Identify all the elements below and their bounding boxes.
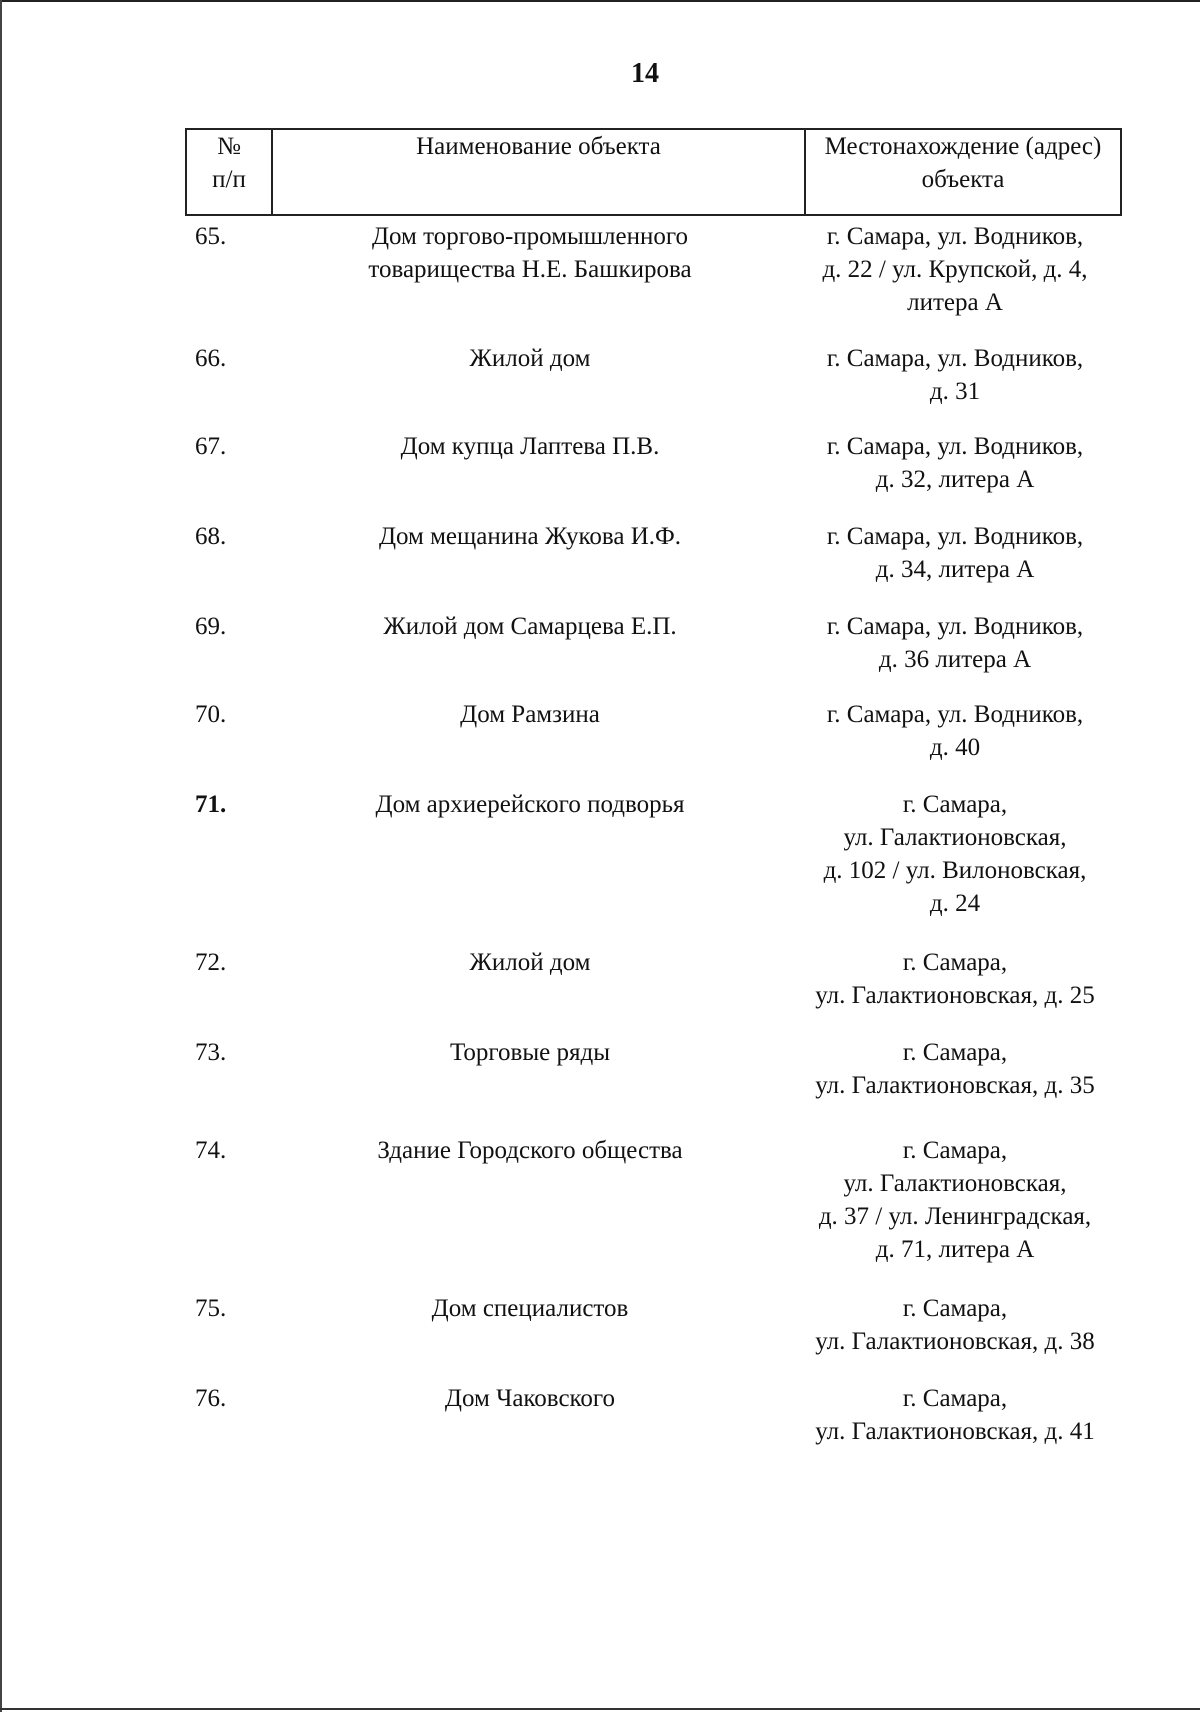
object-address — [780, 946, 1130, 1012]
object-address-line: ул. Галактионовская, д. 25 — [815, 982, 1095, 1009]
object-address-line: д. 24 — [929, 890, 981, 917]
object-address-line: ул. Галактионовская, д. 35 — [815, 1072, 1095, 1099]
object-address-line: д. 36 литера А — [878, 646, 1032, 673]
object-address — [780, 520, 1130, 586]
object-name-line: Дом купца Лаптева П.В. — [400, 433, 660, 460]
object-address-line: литера А — [907, 289, 1003, 316]
object-name-line: Жилой дом — [469, 949, 591, 976]
object-name — [290, 610, 770, 643]
object-address — [780, 788, 1130, 920]
object-address — [780, 430, 1130, 496]
row-number: 67. — [195, 433, 227, 460]
object-name — [290, 1292, 770, 1325]
object-address-line: г. Самара, ул. Водников, — [826, 223, 1084, 250]
object-address-line: ул. Галактионовская, — [843, 824, 1067, 851]
row-number: 66. — [195, 345, 227, 372]
object-address-line: д. 102 / ул. Вилоновская, — [823, 857, 1087, 884]
object-name-line: Дом мещанина Жукова И.Ф. — [378, 523, 682, 550]
object-name — [290, 1036, 770, 1069]
object-address-line: д. 34, литера А — [875, 556, 1035, 583]
object-address — [780, 1134, 1130, 1266]
object-address-line: г. Самара, — [902, 1385, 1008, 1412]
object-address-line: ул. Галактионовская, д. 41 — [815, 1418, 1095, 1445]
object-name — [290, 430, 770, 463]
object-name-line: Жилой дом — [469, 345, 591, 372]
object-name-line: Дом архиерейского подворья — [375, 791, 685, 818]
header-address-line2: объекта — [921, 166, 1005, 193]
object-address-line: г. Самара, — [902, 1295, 1008, 1322]
object-address — [780, 1036, 1130, 1102]
header-address-line1: Местонахождение (адрес) — [824, 133, 1102, 160]
object-name — [290, 220, 770, 286]
object-address-line: г. Самара, — [902, 791, 1008, 818]
object-name-line: товарищества Н.Е. Башкирова — [368, 256, 692, 283]
row-number: 73. — [195, 1039, 227, 1066]
header-number-line1: № — [217, 133, 241, 160]
object-address-line: ул. Галактионовская, д. 38 — [815, 1328, 1095, 1355]
object-name-line: Дом торгово-промышленного — [371, 223, 689, 250]
object-address-line: д. 31 — [929, 378, 981, 405]
object-address-line: г. Самара, ул. Водников, — [826, 701, 1084, 728]
object-address-line: г. Самара, ул. Водников, — [826, 523, 1084, 550]
object-address-line: г. Самара, — [902, 1137, 1008, 1164]
object-name-line: Дом специалистов — [431, 1295, 629, 1322]
object-name-line: Торговые ряды — [450, 1039, 610, 1066]
object-address-line: д. 37 / ул. Ленинградская, — [818, 1203, 1092, 1230]
row-number: 71. — [195, 791, 227, 818]
object-address-line: г. Самара, ул. Водников, — [826, 613, 1084, 640]
object-name — [290, 698, 770, 731]
object-address — [780, 342, 1130, 408]
page-number: 14 — [631, 58, 659, 89]
object-name — [290, 788, 770, 821]
object-name-line: Здание Городского общества — [377, 1137, 683, 1164]
object-name — [290, 342, 770, 375]
row-number: 69. — [195, 613, 227, 640]
object-address — [780, 698, 1130, 764]
row-number: 74. — [195, 1137, 227, 1164]
object-address-line: г. Самара, — [902, 949, 1008, 976]
object-address-line: д. 22 / ул. Крупской, д. 4, — [822, 256, 1088, 283]
object-address — [780, 1292, 1130, 1358]
object-name-line: Дом Чаковского — [444, 1385, 616, 1412]
object-address — [780, 610, 1130, 676]
row-number: 76. — [195, 1385, 227, 1412]
object-address-line: д. 71, литера А — [875, 1236, 1035, 1263]
object-address-line: г. Самара, ул. Водников, — [826, 345, 1084, 372]
object-address-line: г. Самара, ул. Водников, — [826, 433, 1084, 460]
object-name-line: Дом Рамзина — [460, 701, 600, 728]
object-address-line: д. 32, литера А — [875, 466, 1035, 493]
row-number: 65. — [195, 223, 227, 250]
object-address — [780, 1382, 1130, 1448]
row-number: 68. — [195, 523, 227, 550]
object-name — [290, 520, 770, 553]
header-name: Наименование объекта — [416, 133, 661, 160]
row-number: 70. — [195, 701, 227, 728]
object-address-line: ул. Галактионовская, — [843, 1170, 1067, 1197]
object-name — [290, 1134, 770, 1167]
row-number: 75. — [195, 1295, 227, 1322]
object-name — [290, 946, 770, 979]
object-name — [290, 1382, 770, 1415]
header-number-line2: п/п — [212, 166, 246, 193]
object-address-line: д. 40 — [929, 734, 981, 761]
object-name-line: Жилой дом Самарцева Е.П. — [383, 613, 677, 640]
row-number: 72. — [195, 949, 227, 976]
object-address — [780, 220, 1130, 319]
object-address-line: г. Самара, — [902, 1039, 1008, 1066]
